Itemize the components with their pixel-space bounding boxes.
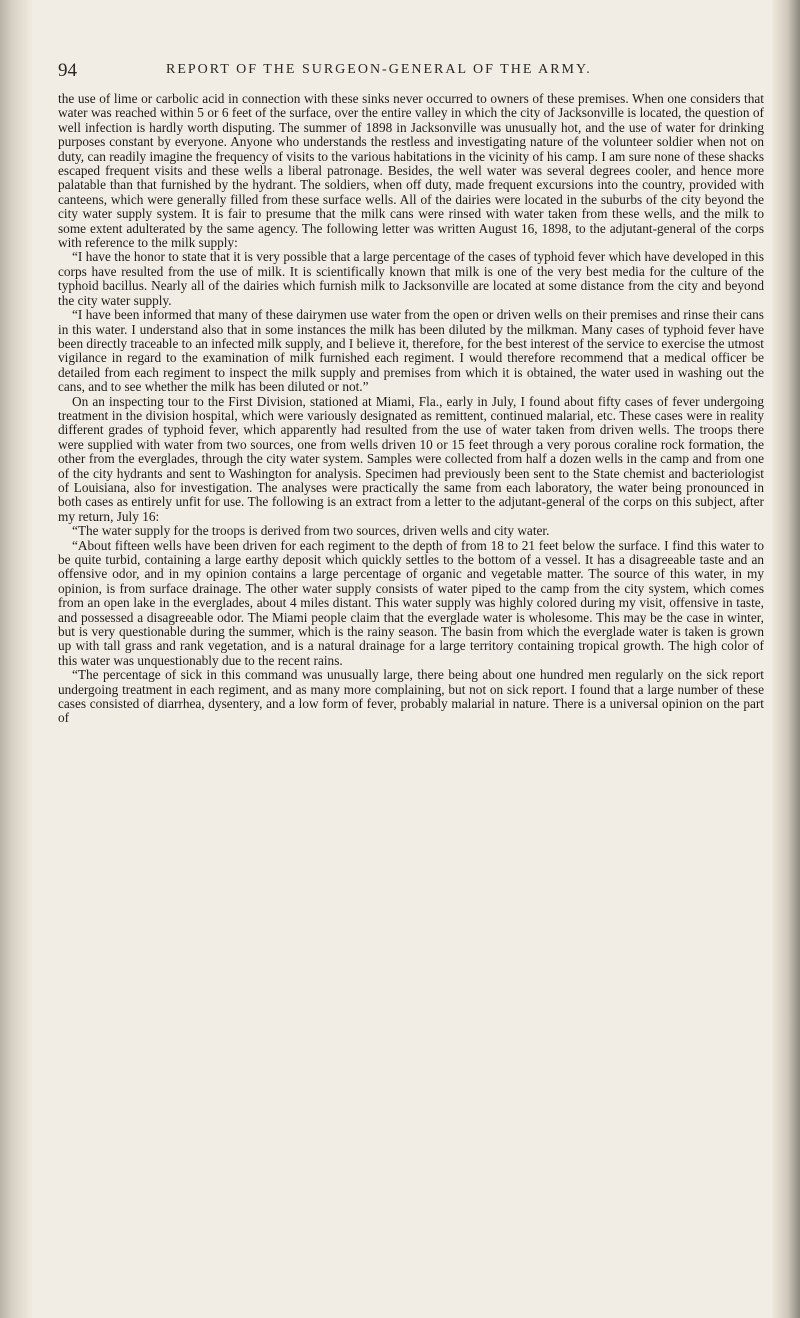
- paragraph: “About fifteen wells have been driven for each regiment to the depth of from 18 to 21 feet below the surface. I find this water to be quite turbid, containing a large earthy deposit which quickly settles to the bottom of a vessel. It has a disagreeable taste and an offensive odor, and in my opinion contains a large percentage of organic and vegetable matter. The source of this water, in my opinion, is from surface drainage. The other water supply consists of water piped to the camp from the city system, which comes from an open lake in the everglades, about 4 miles distant. This water supply was highly colored during my visit, offensive in taste, and possessed a disagreeable odor. The Miami people claim that the everglade water is wholesome. This may be the case in winter, but is very questionable during the summer, which is the rainy season. The basin from which the everglade water is taken is grown up with tall grass and rank vegetation, and is a natural drainage for a large territory containing tropical growth. The high color of this water was unquestionably due to the recent rains.: [58, 537, 764, 668]
- page-header: [58, 60, 758, 82]
- page-edge-left: [0, 0, 32, 1318]
- page-number: 94: [58, 60, 77, 81]
- paragraph: the use of lime or carbolic acid in connection with these sinks never occurred to owners of these premises. When one considers that water was reached within 5 or 6 feet of the surface, over the entire valley in which the city of Jacksonville is located, the question of well infection is hardly worth disputing. The summer of 1898 in Jacksonville was unusually hot, and the use of water for drinking purposes constant by everyone. Anyone who understands the restless and investigating nature of the volunteer soldier when not on duty, can readily imagine the frequency of visits to the various habitations in the vicinity of his camp. I am sure none of these shacks escaped frequent visits and these wells a liberal patronage. Besides, the well water was several degrees cooler, and hence more palatable than that furnished by the hydrant. The soldiers, when off duty, made frequent excursions into the country, provided with canteens, which were generally filled from these surface wells. All of the dairies were located in the suburbs of the city beyond the city water supply system. It is fair to presume that the milk cans were rinsed with water taken from these wells, and the milk to some extent adulterated by the same agency. The following letter was written August 16, 1898, to the adjutant-general of the corps with reference to the milk supply:: [58, 91, 764, 251]
- paragraph: On an inspecting tour to the First Division, stationed at Miami, Fla., early in July, I found about fifty cases of fever undergoing treatment in the division hospital, which were variously designated as remittent, continued malarial, etc. These cases were in reality different grades of typhoid fever, which apparently had resulted from the use of water taken from driven wells. The troops there were supplied with water from two sources, one from wells driven 10 or 15 feet through a very porous coraline rock formation, the other from the everglades, through the city water system. Samples were collected from half a dozen wells in the camp and from one of the city hydrants and sent to Washington for analysis. Specimen had previously been sent to the State chemist and bacteriologist of Louisiana, also for investigation. The analyses were practically the same from each laboratory, the water being pronounced in both cases as entirely unfit for use. The following is an extract from a letter to the adjutant-general of the corps on this subject, after my return, July 16:: [58, 393, 764, 524]
- paragraph: “The percentage of sick in this command was unusually large, there being about one hundred men regularly on the sick report undergoing treatment in each regiment, and as many more complaining, but not on sick report. I found that a large number of these cases consisted of diarrhea, dysentery, and a low form of fever, probably malarial in nature. There is a universal opinion on the part of: [58, 667, 764, 726]
- paragraph: “The water supply for the troops is derived from two sources, driven wells and city water.: [72, 523, 550, 539]
- page-edge-right: [772, 0, 800, 1318]
- paragraph: “I have the honor to state that it is very possible that a large percentage of the cases of typhoid fever which have developed in this corps have resulted from the use of milk. It is scientifically known that milk is one of the very best media for the culture of the typhoid bacillus. Nearly all of the dairies which furnish milk to Jacksonville are located at some distance from the city and beyond the city water supply.: [58, 249, 764, 308]
- running-title: REPORT OF THE SURGEON-GENERAL OF THE ARMY.: [166, 62, 592, 77]
- page-body: [58, 92, 764, 726]
- paragraph: “I have been informed that many of these dairymen use water from the open or driven wells on their premises and rinse their cans in this water. I understand also that in some instances the milk has been diluted by the milkman. Many cases of typhoid fever have been directly traceable to an infected milk supply, and I believe it, therefore, for the best interest of the service to exercise the utmost vigilance in regard to the examination of milk furnished each regiment. I would therefore recommend that a medical officer be detailed from each regiment to inspect the milk supply and premises from which it is obtained, the water used in washing out the cans, and to see whether the milk has been diluted or not.”: [58, 307, 764, 395]
